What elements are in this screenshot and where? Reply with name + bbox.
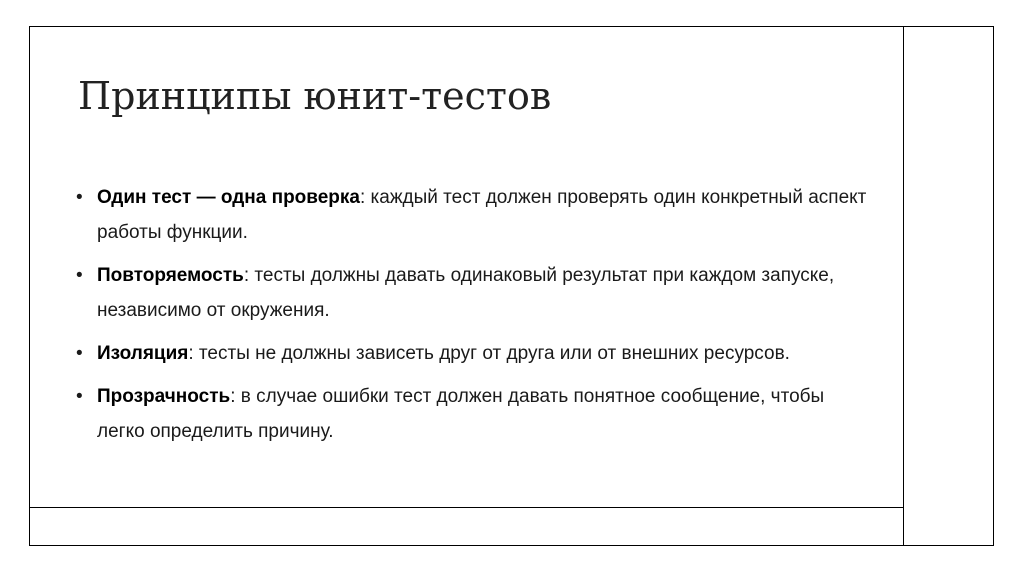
bullet-item-transparency [76,379,876,449]
bullet-marker: • [76,265,83,286]
bullet-list [76,180,876,457]
slide-bottom-divider [29,507,904,508]
bullet-marker: • [76,343,83,364]
bullet-text: : тесты должны давать одинаковый результат при каждом запуске, независимо от окружения. [97,265,835,321]
bullet-term: Один тест — одна проверка [97,187,360,208]
bullet-item-one-test [76,180,876,250]
bullet-item-repeatability [76,258,876,328]
bullet-term: Повторяемость [97,265,244,286]
bullet-marker: • [76,187,83,208]
bullet-text: : в случае ошибки тест должен давать понятное сообщение, чтобы легко определить причину. [97,386,825,442]
bullet-item-isolation [76,336,876,371]
bullet-marker: • [76,386,83,407]
bullet-text: : каждый тест должен проверять один конкретный аспект работы функции. [97,187,867,243]
bullet-term: Изоляция [97,343,189,364]
bullet-term: Прозрачность [97,386,231,407]
slide-right-divider [903,26,904,546]
slide-title: Принципы юнит-тестов [78,74,552,118]
bullet-text: : тесты не должны зависеть друг от друга или от внешних ресурсов. [188,343,790,364]
